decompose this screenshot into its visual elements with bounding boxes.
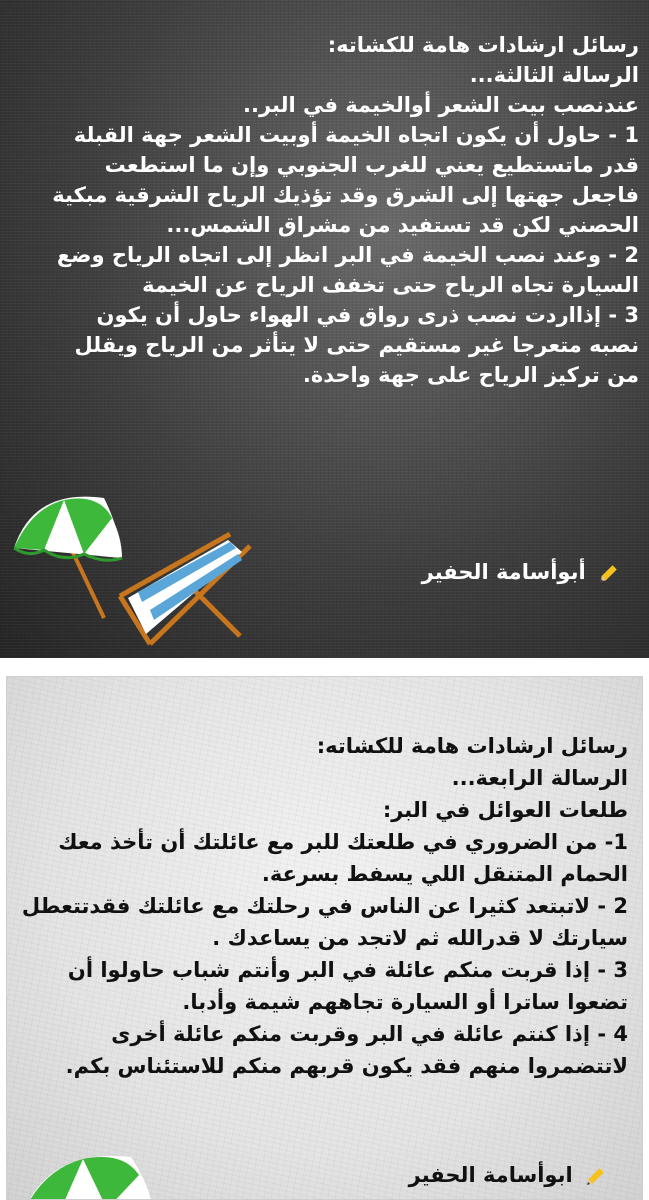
message-item: 4 - إذا كنتم عائلة في البر وقربت منكم عائلة أخرى لاتتضمروا منهم فقد يكون قربهم منكم للاستئناس بكم. (65, 1022, 628, 1078)
message-item: 3 - إذااردت نصب ذرى رواق في الهواء حاول أن يكون نصبه متعرجا غير مستقيم حتى لا يتأثر من الرياح ويقلل من تركيز الرياح على جهة واحدة. (74, 303, 639, 387)
message-item: 1 - حاول أن يكون اتجاه الخيمة أوبيت الشعر جهة القبلة قدر ماتستطيع يعني للغرب الجنوبي وإن ما استطعت فاجعل جهتها إلى الشرق وقد تؤذيك الرياح الشرقية مبكية الحصني لكن قد تستفيد من مشراق الشمس... (52, 123, 639, 237)
signature (422, 560, 621, 585)
message-card-4 (6, 676, 643, 1200)
message-item: 2 - لاتبتعد كثيرا عن الناس في رحلتك مع عائلتك فقدتتعطل سيارتك لا قدرالله ثم لاتجد من يساعدك . (21, 894, 628, 950)
message-title: رسائل ارشادات هامة للكشاته: (316, 734, 628, 758)
signature-text: ابوأسامة الحفير (408, 1163, 573, 1187)
message-item: 1- من الضروري في طلعتك للبر مع عائلتك أن تأخذ معك الحمام المتنقل اللي يسفط بسرعة. (58, 830, 628, 886)
message-heading: طلعات العوائل في البر: (382, 798, 628, 822)
message-item: 3 - إذا قربت منكم عائلة في البر وأنتم شباب حاولوا أن تضعوا ساترا أو السيارة تجاههم شيمة وأدبا. (67, 958, 628, 1014)
pencil-icon (597, 561, 621, 585)
message-body (13, 730, 628, 1082)
message-item: 2 - وعند نصب الخيمة في البر انظر إلى اتجاه الرياح وضع السيارة تجاه الرياح حتى تخفف الرياح عن الخيمة (56, 243, 639, 297)
message-title: رسائل ارشادات هامة للكشاته: (327, 33, 639, 57)
signature-text: أبوأسامة الحفير (421, 560, 586, 584)
message-body (49, 30, 639, 390)
pencil-icon (584, 1164, 608, 1188)
message-heading: عندنصب بيت الشعر أوالخيمة في البر.. (243, 93, 639, 117)
message-subtitle: الرسالة الرابعة... (451, 766, 628, 790)
message-subtitle: الرسالة الثالثة... (469, 63, 639, 87)
signature (409, 1163, 608, 1188)
beach-chair-icon (110, 526, 260, 646)
beach-umbrella-icon (11, 1139, 161, 1200)
